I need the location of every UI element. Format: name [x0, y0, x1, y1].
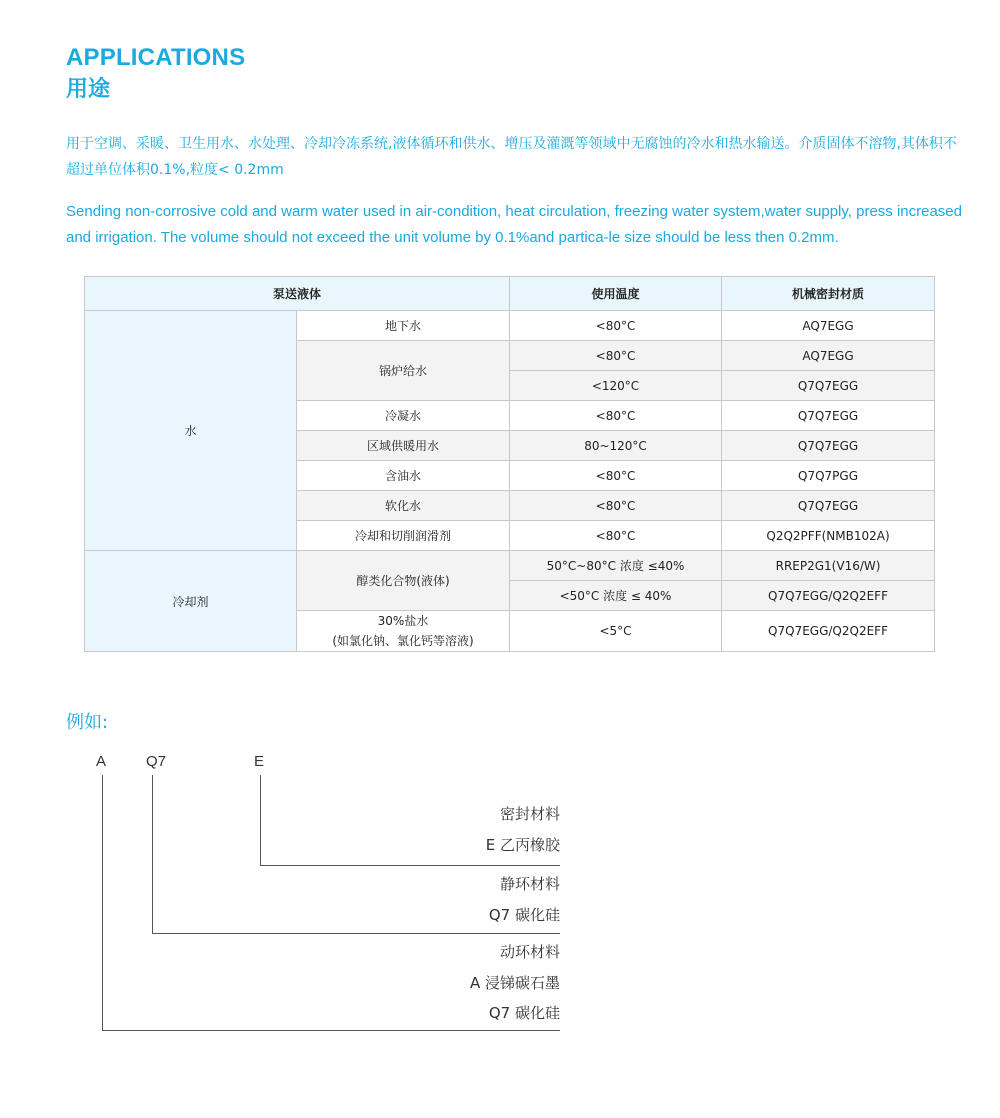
temp-cell: <80°C [510, 521, 722, 551]
liquid-cell: 区域供暖用水 [297, 431, 510, 461]
description-en: Sending non-corrosive cold and warm water used in air-condition, heat circulation, freezing water system,water supply, press increased and irrigation. The volume should not exceed the unit volume by 0.1%and partica-le size should be less then 0.2mm. [66, 203, 962, 246]
underline-static [152, 933, 560, 934]
label-seal-value: E 乙丙橡胶 [485, 836, 560, 854]
seal-cell: RREP2G1(V16/W) [722, 551, 935, 581]
liquid-cell [297, 611, 510, 652]
liquid-line-1: 30%盐水 [377, 614, 429, 628]
table-row [85, 311, 935, 341]
seal-cell: Q7Q7EGG/Q2Q2EFF [722, 581, 935, 611]
seal-cell: Q7Q7EGG [722, 431, 935, 461]
description-cn: 用于空调、采暖、卫生用水、水处理、冷却冷冻系统,液体循环和供水、增压及灌溉等领域中无腐蚀的冷水和热水输送。介质固体不溶物,其体积不超过单位体积0.1%,粒度< 0.2mm [66, 136, 957, 178]
label-seal-material: 密封材料 [499, 805, 560, 823]
table-row [85, 551, 935, 581]
label-dynamic-value-1: A 浸锑碳石墨 [469, 974, 560, 992]
temp-cell: <80°C [510, 461, 722, 491]
header-liquid: 泵送液体 [85, 277, 510, 311]
temp-cell: <80°C [510, 401, 722, 431]
liquid-cell: 含油水 [297, 461, 510, 491]
seal-cell: Q7Q7EGG [722, 371, 935, 401]
leader-line-q7 [152, 775, 153, 933]
code-static-ring: Q7 [146, 753, 167, 770]
seal-cell: AQ7EGG [722, 311, 935, 341]
seal-cell: Q2Q2PFF(NMB102A) [722, 521, 935, 551]
section-title-cn: 用途 [66, 77, 111, 102]
temp-cell: 80~120°C [510, 431, 722, 461]
seal-cell: AQ7EGG [722, 341, 935, 371]
liquid-line-2: (如氯化钠、氯化钙等溶液) [332, 634, 474, 648]
group-water: 水 [85, 311, 297, 551]
temp-cell: <80°C [510, 311, 722, 341]
liquid-cell: 醇类化合物(液体) [297, 551, 510, 611]
liquid-cell: 锅炉给水 [297, 341, 510, 401]
temp-cell: <80°C [510, 491, 722, 521]
temp-cell: 50°C~80°C 浓度 ≤40% [510, 551, 722, 581]
seal-material-table [84, 276, 935, 652]
seal-cell: Q7Q7EGG/Q2Q2EFF [722, 611, 935, 652]
leader-line-a [102, 775, 103, 1030]
seal-cell: Q7Q7PGG [722, 461, 935, 491]
temp-cell: <80°C [510, 341, 722, 371]
temp-cell: <5°C [510, 611, 722, 652]
underline-dynamic [102, 1030, 560, 1031]
table-header-row [85, 277, 935, 311]
leader-line-e [260, 775, 261, 865]
liquid-cell: 软化水 [297, 491, 510, 521]
example-title: 例如: [66, 712, 109, 733]
liquid-cell: 地下水 [297, 311, 510, 341]
label-dynamic-value-2: Q7 碳化硅 [488, 1004, 560, 1022]
underline-seal [260, 865, 560, 866]
liquid-cell: 冷凝水 [297, 401, 510, 431]
section-title-en: APPLICATIONS [66, 44, 246, 71]
header-temperature: 使用温度 [510, 277, 722, 311]
code-dynamic-ring: A [96, 753, 107, 770]
liquid-cell: 冷却和切削润滑剂 [297, 521, 510, 551]
label-static-value: Q7 碳化硅 [488, 906, 560, 924]
label-dynamic-ring: 动环材料 [499, 943, 560, 961]
seal-cell: Q7Q7EGG [722, 401, 935, 431]
temp-cell: <50°C 浓度 ≤ 40% [510, 581, 722, 611]
code-seal-material: E [254, 753, 265, 770]
header-seal-material: 机械密封材质 [722, 277, 935, 311]
group-coolant: 冷却剂 [85, 551, 297, 652]
temp-cell: <120°C [510, 371, 722, 401]
label-static-ring: 静环材料 [499, 875, 560, 893]
seal-cell: Q7Q7EGG [722, 491, 935, 521]
